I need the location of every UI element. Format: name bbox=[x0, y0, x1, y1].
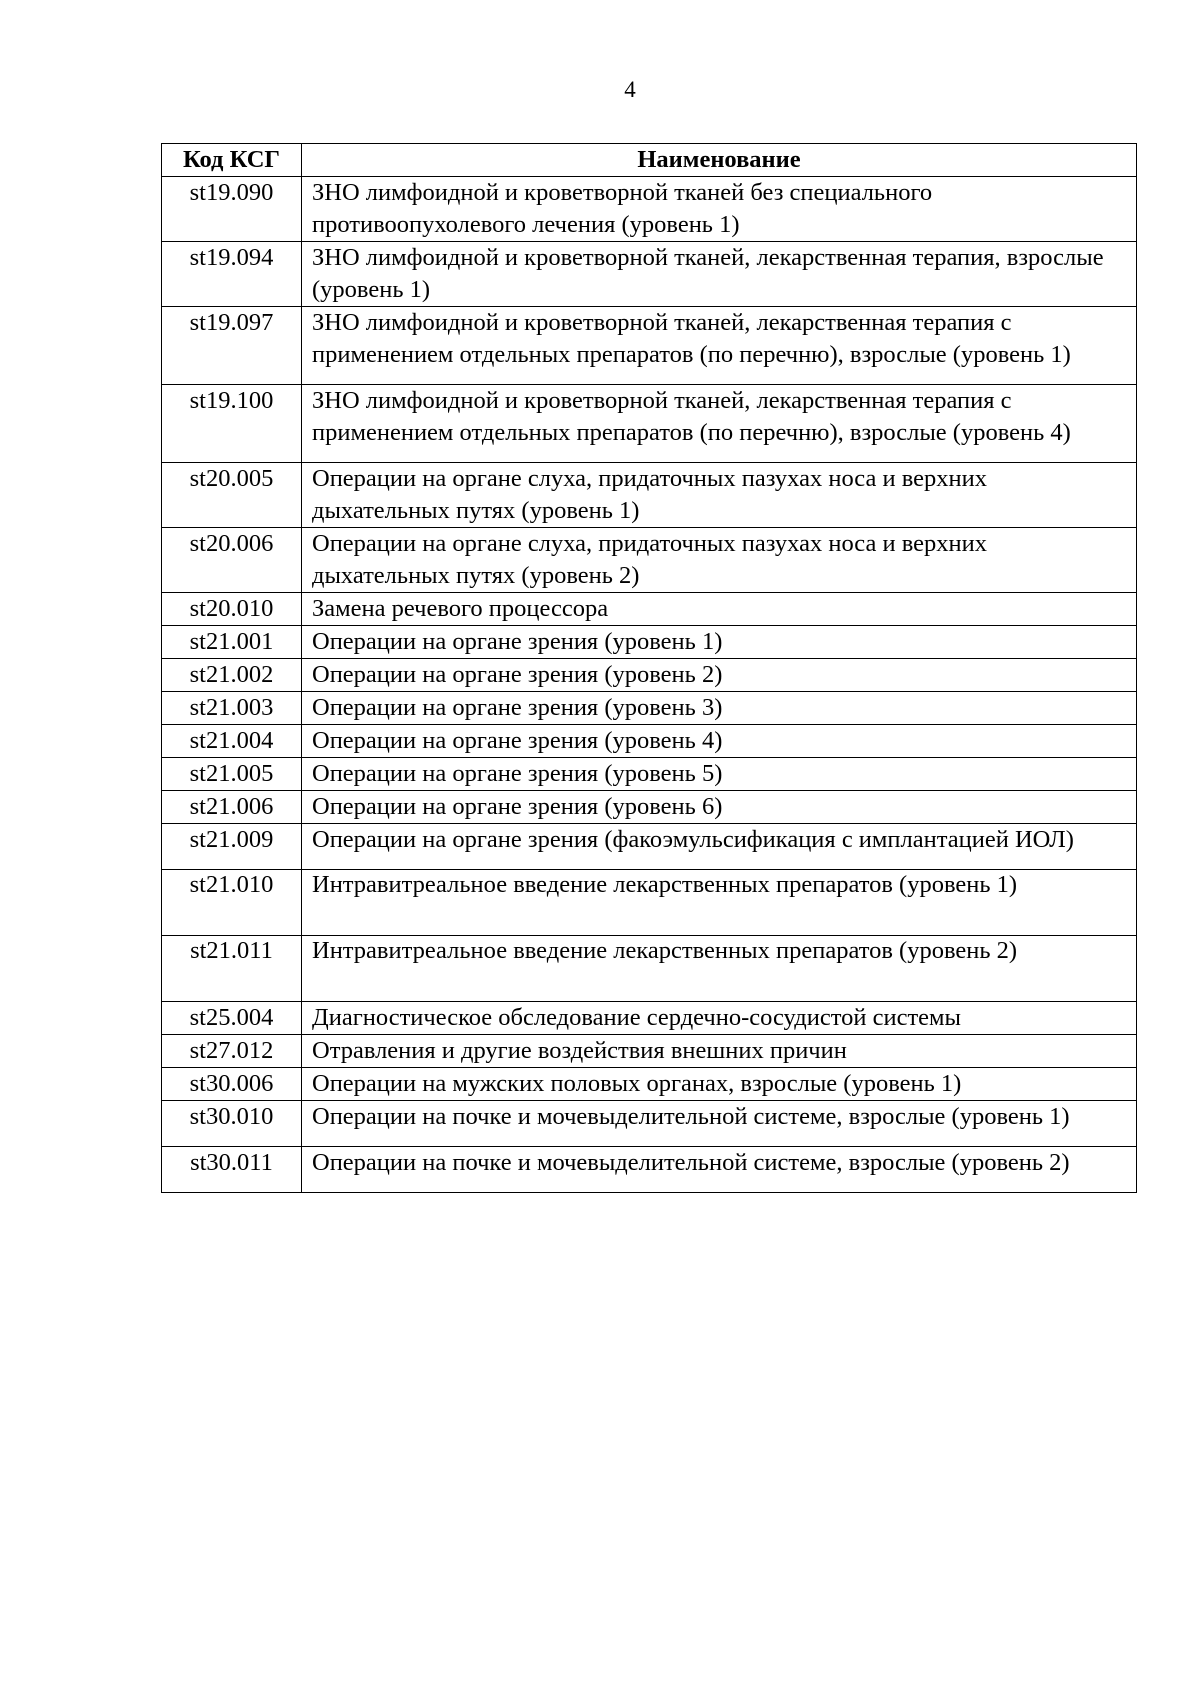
ksg-code: st30.011 bbox=[162, 1147, 302, 1193]
table-row bbox=[162, 936, 1137, 1002]
ksg-code: st21.006 bbox=[162, 791, 302, 824]
ksg-code: st21.002 bbox=[162, 659, 302, 692]
table-row bbox=[162, 1002, 1137, 1035]
ksg-name: Операции на органе зрения (уровень 6) bbox=[302, 791, 1137, 824]
ksg-name: Операции на почке и мочевыделительной системе, взрослые (уровень 1) bbox=[302, 1101, 1137, 1147]
table-row bbox=[162, 593, 1137, 626]
ksg-code: st21.010 bbox=[162, 870, 302, 936]
ksg-code: st27.012 bbox=[162, 1035, 302, 1068]
ksg-table bbox=[161, 143, 1137, 1193]
ksg-code: st30.010 bbox=[162, 1101, 302, 1147]
ksg-name: ЗНО лимфоидной и кроветворной тканей, лекарственная терапия с применением отдельных препаратов (по перечню), взрослые (уровень 4) bbox=[302, 385, 1137, 463]
table-row bbox=[162, 242, 1137, 307]
ksg-code: st21.009 bbox=[162, 824, 302, 870]
table-row bbox=[162, 177, 1137, 242]
header-code: Код КСГ bbox=[162, 144, 302, 177]
ksg-name: Операции на почке и мочевыделительной системе, взрослые (уровень 2) bbox=[302, 1147, 1137, 1193]
table-row bbox=[162, 1035, 1137, 1068]
ksg-name: Замена речевого процессора bbox=[302, 593, 1137, 626]
ksg-name: Операции на органе слуха, придаточных пазухах носа и верхних дыхательных путях (уровень 1) bbox=[302, 463, 1137, 528]
ksg-code: st21.001 bbox=[162, 626, 302, 659]
page-number: 4 bbox=[624, 77, 636, 102]
ksg-name: ЗНО лимфоидной и кроветворной тканей, лекарственная терапия с применением отдельных препаратов (по перечню), взрослые (уровень 1) bbox=[302, 307, 1137, 385]
table-row bbox=[162, 791, 1137, 824]
table-header-row bbox=[162, 144, 1137, 177]
table-row bbox=[162, 692, 1137, 725]
table-row bbox=[162, 824, 1137, 870]
ksg-name: Операции на органе зрения (уровень 5) bbox=[302, 758, 1137, 791]
ksg-code: st20.005 bbox=[162, 463, 302, 528]
ksg-code: st30.006 bbox=[162, 1068, 302, 1101]
ksg-code: st19.094 bbox=[162, 242, 302, 307]
ksg-name: Операции на органе зрения (уровень 3) bbox=[302, 692, 1137, 725]
table-row bbox=[162, 463, 1137, 528]
ksg-code: st21.004 bbox=[162, 725, 302, 758]
table-row bbox=[162, 659, 1137, 692]
ksg-code: st21.011 bbox=[162, 936, 302, 1002]
header-name: Наименование bbox=[302, 144, 1137, 177]
ksg-name: Интравитреальное введение лекарственных препаратов (уровень 1) bbox=[302, 870, 1137, 936]
ksg-name: Операции на органе слуха, придаточных пазухах носа и верхних дыхательных путях (уровень 2) bbox=[302, 528, 1137, 593]
table-row bbox=[162, 725, 1137, 758]
ksg-code: st19.100 bbox=[162, 385, 302, 463]
ksg-name: ЗНО лимфоидной и кроветворной тканей без специального противоопухолевого лечения (уровень 1) bbox=[302, 177, 1137, 242]
table-row bbox=[162, 758, 1137, 791]
table-row bbox=[162, 1147, 1137, 1193]
ksg-name: Диагностическое обследование сердечно-сосудистой системы bbox=[302, 1002, 1137, 1035]
ksg-code: st19.090 bbox=[162, 177, 302, 242]
ksg-name: Отравления и другие воздействия внешних причин bbox=[302, 1035, 1137, 1068]
table-row bbox=[162, 626, 1137, 659]
table-row bbox=[162, 307, 1137, 385]
ksg-name: Интравитреальное введение лекарственных препаратов (уровень 2) bbox=[302, 936, 1137, 1002]
table-row bbox=[162, 870, 1137, 936]
ksg-name: Операции на мужских половых органах, взрослые (уровень 1) bbox=[302, 1068, 1137, 1101]
table-row bbox=[162, 1068, 1137, 1101]
ksg-name: ЗНО лимфоидной и кроветворной тканей, лекарственная терапия, взрослые (уровень 1) bbox=[302, 242, 1137, 307]
table-row bbox=[162, 528, 1137, 593]
ksg-code: st21.005 bbox=[162, 758, 302, 791]
ksg-code: st20.010 bbox=[162, 593, 302, 626]
table-row bbox=[162, 1101, 1137, 1147]
ksg-name: Операции на органе зрения (уровень 4) bbox=[302, 725, 1137, 758]
ksg-code: st21.003 bbox=[162, 692, 302, 725]
ksg-name: Операции на органе зрения (факоэмульсификация с имплантацией ИОЛ) bbox=[302, 824, 1137, 870]
table-row bbox=[162, 385, 1137, 463]
ksg-code: st20.006 bbox=[162, 528, 302, 593]
ksg-name: Операции на органе зрения (уровень 2) bbox=[302, 659, 1137, 692]
ksg-code: st19.097 bbox=[162, 307, 302, 385]
ksg-code: st25.004 bbox=[162, 1002, 302, 1035]
ksg-name: Операции на органе зрения (уровень 1) bbox=[302, 626, 1137, 659]
